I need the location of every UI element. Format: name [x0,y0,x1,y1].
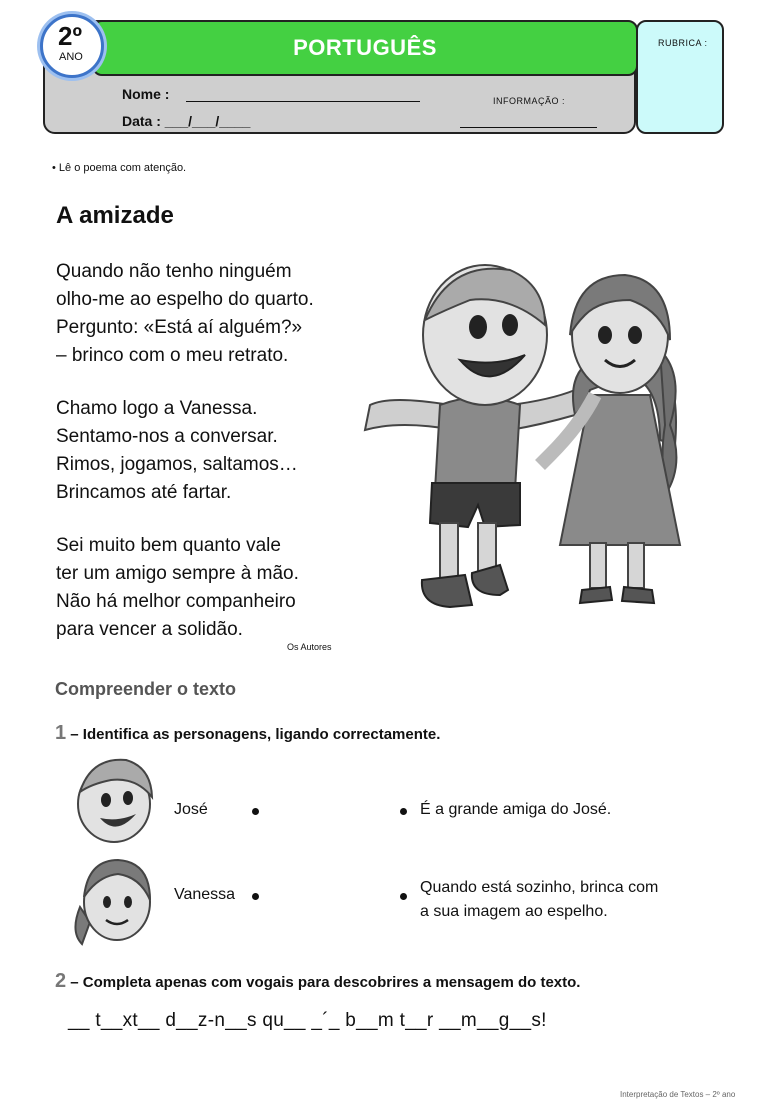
question-number: 1 [55,722,67,744]
instruction [52,162,186,174]
grade-sub: ANO [59,51,83,63]
informacao-label: INFORMAÇÃO : [493,96,566,106]
match-dot-right-1[interactable] [400,808,407,815]
kids-illustration [360,255,730,625]
poem-line: Sei muito bem quanto vale [56,535,281,556]
poem-author: Os Autores [287,642,332,652]
rubrica-label: RUBRICA : [658,38,708,48]
boy-face-icon [66,752,161,847]
question-text: – Completa apenas com vogais para descobrires a mensagem do texto. [66,974,581,991]
poem-line: Quando não tenho ninguém [56,261,292,282]
instruction-text: Lê o poema com atenção. [58,162,187,174]
poem-line: Chamo logo a Vanessa. [56,398,258,419]
match-dot-left-2[interactable] [252,893,259,900]
vowel-puzzle[interactable]: __ t__xt__ d__z-n__s qu__ _´_ b__m t__r __m__g__s! [68,1010,547,1031]
match-name-vanessa: Vanessa [174,886,236,903]
section-title: Compreender o texto [55,679,237,699]
match-desc-2-line: a sua imagem ao espelho. [420,903,608,920]
stanza-1 [56,258,314,370]
poem-line: – brinco com o meu retrato. [56,345,289,366]
match-dot-right-2[interactable] [400,893,407,900]
girl-face-icon [70,852,160,947]
question-2 [55,970,580,993]
data-label[interactable]: Data : ___/___/____ [122,113,251,129]
stanza-3 [56,532,299,644]
poem-line: Não há melhor companheiro [56,591,296,612]
match-dot-left-1[interactable] [252,808,259,815]
poem-line: olho-me ao espelho do quarto. [56,289,314,310]
girl-figure [540,275,680,603]
stanza-2 [56,395,298,507]
grade-number: 2º [58,21,82,51]
question-1 [55,722,440,745]
boy-figure [365,265,575,607]
poem-line: ter um amigo sempre à mão. [56,563,299,584]
subject-title: PORTUGUÊS [293,35,437,60]
footer: Interpretação de Textos – 2º ano [620,1090,736,1099]
match-desc-2-line: Quando está sozinho, brinca com [420,879,659,896]
subject-title-bar [92,20,638,76]
poem-line: Rimos, jogamos, saltamos… [56,454,298,475]
poem-line: para vencer a solidão. [56,619,243,640]
question-number: 2 [55,970,67,992]
rubrica-box [636,20,724,134]
informacao-field[interactable] [460,127,597,128]
poem-line: Pergunto: «Está aí alguém?» [56,317,303,338]
match-name-jose: José [174,801,208,818]
poem-title: A amizade [56,202,174,229]
grade-badge [40,14,104,78]
poem-line: Sentamo-nos a conversar. [56,426,278,447]
question-text: – Identifica as personagens, ligando correctamente. [66,726,441,743]
nome-label: Nome : [122,86,170,102]
match-desc-1: É a grande amiga do José. [420,801,612,818]
poem-line: Brincamos até fartar. [56,482,232,503]
match-desc-2 [420,876,658,924]
nome-field[interactable] [186,101,420,102]
bullet-icon: • [52,162,56,174]
